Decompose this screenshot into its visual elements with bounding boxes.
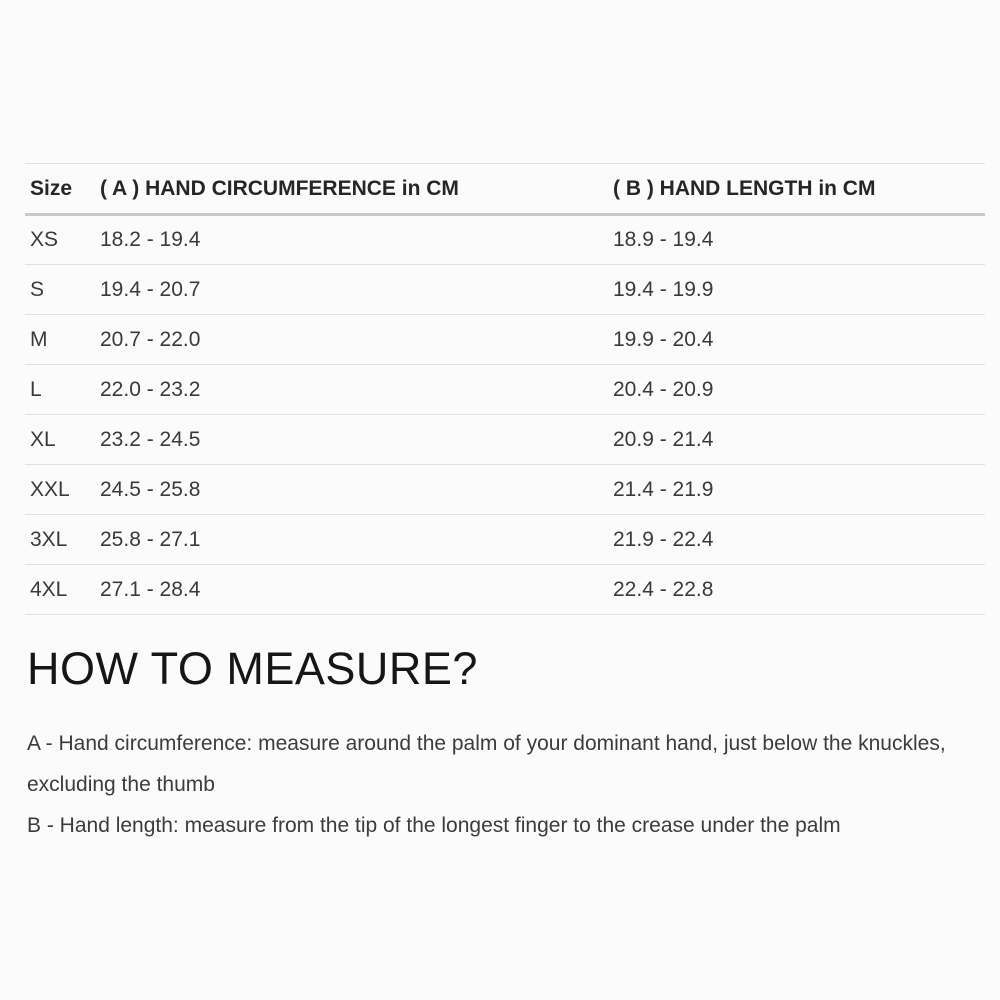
column-header-size: Size bbox=[25, 164, 100, 215]
how-to-measure-heading: HOW TO MEASURE? bbox=[27, 643, 478, 694]
table-row bbox=[25, 465, 985, 515]
length-cell: 22.4 - 22.8 bbox=[613, 565, 985, 615]
instruction-hand-circumference: A - Hand circumference: measure around the palm of your dominant hand, just below the knuckles, excluding the thumb bbox=[27, 732, 946, 796]
circumference-cell: 23.2 - 24.5 bbox=[100, 415, 613, 465]
length-cell: 21.4 - 21.9 bbox=[613, 465, 985, 515]
size-cell: S bbox=[25, 265, 100, 315]
column-header-hand-circumference: ( A ) HAND CIRCUMFERENCE in CM bbox=[100, 164, 613, 215]
length-cell: 18.9 - 19.4 bbox=[613, 215, 985, 265]
circumference-cell: 27.1 - 28.4 bbox=[100, 565, 613, 615]
length-cell: 20.9 - 21.4 bbox=[613, 415, 985, 465]
circumference-cell: 24.5 - 25.8 bbox=[100, 465, 613, 515]
table-row bbox=[25, 215, 985, 265]
circumference-cell: 22.0 - 23.2 bbox=[100, 365, 613, 415]
size-cell: XXL bbox=[25, 465, 100, 515]
size-cell: 4XL bbox=[25, 565, 100, 615]
table-row bbox=[25, 565, 985, 615]
table-row bbox=[25, 265, 985, 315]
size-cell: XL bbox=[25, 415, 100, 465]
size-chart-table bbox=[25, 163, 985, 615]
size-cell: XS bbox=[25, 215, 100, 265]
size-cell: 3XL bbox=[25, 515, 100, 565]
circumference-cell: 20.7 - 22.0 bbox=[100, 315, 613, 365]
how-to-measure-section bbox=[27, 643, 987, 846]
table-row bbox=[25, 365, 985, 415]
size-cell: L bbox=[25, 365, 100, 415]
size-cell: M bbox=[25, 315, 100, 365]
size-chart-header-row bbox=[25, 164, 985, 215]
table-row bbox=[25, 515, 985, 565]
length-cell: 19.9 - 20.4 bbox=[613, 315, 985, 365]
instruction-hand-length: B - Hand length: measure from the tip of the longest finger to the crease under the palm bbox=[27, 814, 841, 837]
length-cell: 21.9 - 22.4 bbox=[613, 515, 985, 565]
measure-instructions bbox=[27, 723, 987, 846]
table-row bbox=[25, 415, 985, 465]
circumference-cell: 18.2 - 19.4 bbox=[100, 215, 613, 265]
circumference-cell: 25.8 - 27.1 bbox=[100, 515, 613, 565]
table-row bbox=[25, 315, 985, 365]
length-cell: 20.4 - 20.9 bbox=[613, 365, 985, 415]
circumference-cell: 19.4 - 20.7 bbox=[100, 265, 613, 315]
column-header-hand-length: ( B ) HAND LENGTH in CM bbox=[613, 164, 985, 215]
length-cell: 19.4 - 19.9 bbox=[613, 265, 985, 315]
